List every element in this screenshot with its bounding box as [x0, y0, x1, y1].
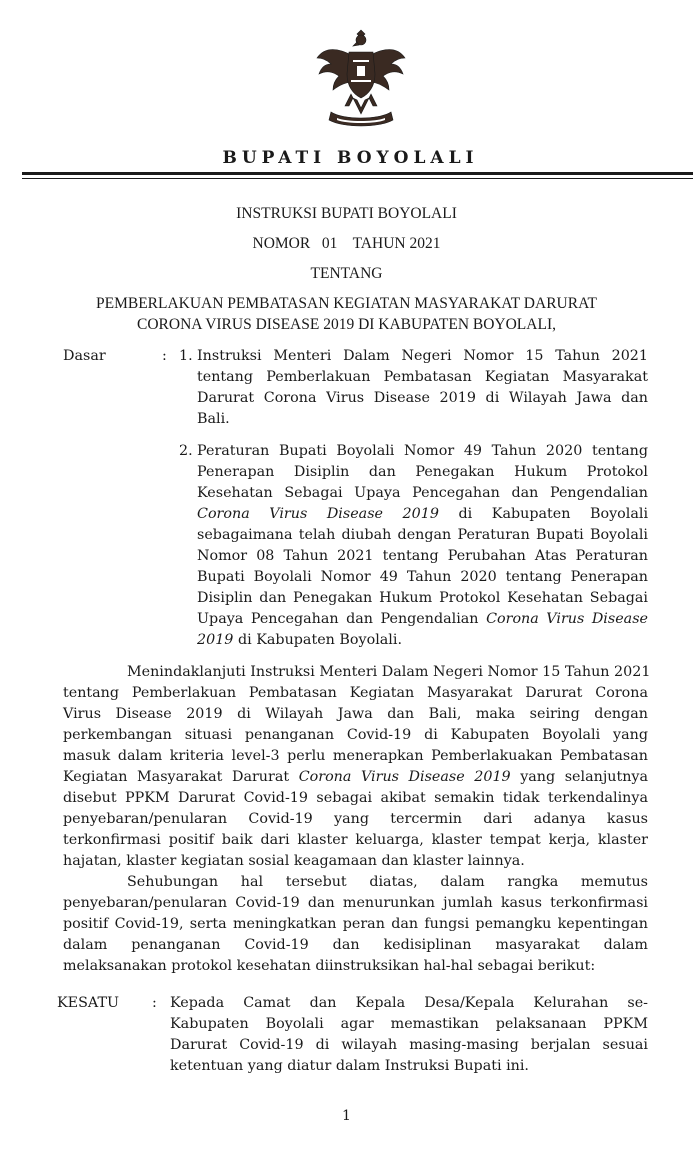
regent-title: BUPATI BOYOLALI: [222, 148, 479, 168]
body-line: disebut PPKM Darurat Covid-19 sebagai akibat semakin tidak terkendalinya: [63, 790, 648, 806]
kesatu-line: ketentuan yang diatur dalam Instruksi Bupati ini.: [170, 1058, 529, 1074]
body-line: perkembangan situasi penanganan Covid-19 di Kabupaten Boyolali yang: [63, 727, 648, 743]
italic-term: Corona Virus Disease 2019: [197, 506, 439, 522]
tentang-label: TENTANG: [310, 265, 383, 282]
dasar-item-line: Instruksi Menteri Dalam Negeri Nomor 15 Tahun 2021: [197, 348, 648, 364]
kesatu-line: Kepada Camat dan Kepala Desa/Kepala Kelurahan se-: [170, 995, 648, 1011]
body-line: dalam penanganan Covid-19 dan kedisiplinan masyarakat dalam: [63, 937, 648, 953]
dasar-item-number: 1.: [179, 348, 193, 364]
dasar-item-line: Kesehatan Sebagai Upaya Pencegahan dan Pengendalian: [197, 485, 648, 501]
body-line: hajatan, klaster kegiatan sosial keagamaan dan klaster lainnya.: [63, 853, 525, 869]
body-line: Menindaklanjuti Instruksi Menteri Dalam Negeri Nomor 15 Tahun 2021: [127, 664, 651, 680]
dasar-item-line: Corona Virus Disease 2019 di Kabupaten Boyolali: [197, 506, 649, 522]
dasar-item-line: 2019 di Kabupaten Boyolali.: [197, 632, 402, 648]
dasar-item-line: Penerapan Disiplin dan Penegakan Hukum Protokol: [197, 464, 648, 480]
body-line: positif Covid-19, serta meningkatkan peran dan fungsi pemangku kepentingan: [63, 916, 648, 932]
body-line: Sehubungan hal tersebut diatas, dalam rangka memutus: [127, 874, 648, 890]
kesatu-line: Darurat Covid-19 di wilayah masing-masing berjalan sesuai: [170, 1037, 648, 1053]
nomor-label: NOMOR: [252, 235, 311, 252]
dasar-item-line: Bupati Boyolali Nomor 49 Tahun 2020 tentang Penerapan: [197, 569, 648, 585]
italic-term: Corona Virus Disease 2019: [298, 769, 511, 785]
header-rule-thick: [22, 172, 693, 175]
instruction-number: [0, 235, 693, 253]
dasar-item-line: Nomor 08 Tahun 2021 tentang Perubahan Atas Peraturan: [197, 548, 648, 564]
header-rule-thin: [22, 178, 693, 179]
body-line: tentang Pemberlakuan Pembatasan Kegiatan Masyarakat Darurat Corona: [63, 685, 648, 701]
dasar-colon: :: [162, 348, 167, 364]
body-line: penyebaran/penularan Covid-19 dan menurunkan jumlah kasus terkonfirmasi: [63, 895, 648, 911]
body-line: Virus Disease 2019 di Wilayah Jawa dan Bali, maka seiring dengan: [63, 706, 648, 722]
dasar-item-line: Peraturan Bupati Boyolali Nomor 49 Tahun 2020 tentang: [197, 443, 648, 459]
italic-term: Corona Virus Disease: [486, 611, 649, 627]
instruction-title: INSTRUKSI BUPATI BOYOLALI: [236, 205, 457, 222]
tahun-label: TAHUN 2021: [352, 235, 441, 252]
subject-line-2: CORONA VIRUS DISEASE 2019 DI KABUPATEN BOYOLALI,: [137, 316, 556, 333]
garuda-emblem-icon: [313, 28, 409, 132]
dasar-item-line: sebagaimana telah diubah dengan Peraturan Bupati Boyolali: [197, 527, 648, 543]
body-line: masuk dalam kriteria level-3 perlu menerapkan Pemberlakuakan Pembatasan: [63, 748, 648, 764]
dasar-label: Dasar: [63, 348, 106, 364]
kesatu-colon: :: [152, 995, 157, 1011]
dasar-item-number: 2.: [179, 443, 193, 459]
body-line: Kegiatan Masyarakat Darurat Corona Virus Disease 2019 yang selanjutnya: [63, 769, 649, 785]
body-line: terkonfirmasi positif baik dari klaster keluarga, klaster tempat kerja, klaster: [63, 832, 648, 848]
dasar-item-line: tentang Pemberlakuan Pembatasan Kegiatan Masyarakat: [197, 369, 648, 385]
nomor-value: 01: [321, 235, 338, 252]
dasar-item-line: Disiplin dan Penegakan Hukum Protokol Kesehatan Sebagai: [197, 590, 648, 606]
dasar-item-line: Bali.: [197, 411, 230, 427]
dasar-item-line: Darurat Corona Virus Disease 2019 di Wilayah Jawa dan: [197, 390, 648, 406]
body-line: penyebaran/penularan Covid-19 yang tercermin dari adanya kasus: [63, 811, 648, 827]
italic-term: 2019: [197, 632, 234, 648]
page-number: 1: [342, 1108, 351, 1124]
subject-line-1: PEMBERLAKUAN PEMBATASAN KEGIATAN MASYARAKAT DARURAT: [95, 295, 598, 312]
dasar-item-line: Upaya Pencegahan dan Pengendalian Corona Virus Disease: [197, 611, 649, 627]
kesatu-line: Kabupaten Boyolali agar memastikan pelaksanaan PPKM: [170, 1016, 648, 1032]
kesatu-label: KESATU: [57, 995, 120, 1011]
body-line: melaksanakan protokol kesehatan diinstruksikan hal-hal sebagai berikut:: [63, 958, 596, 974]
